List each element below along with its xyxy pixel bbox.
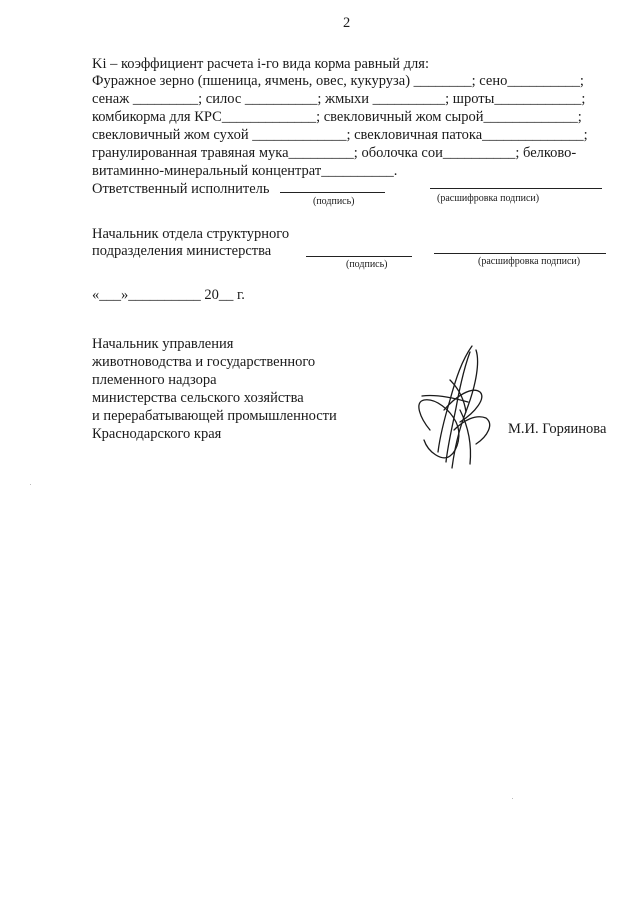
responsible-signature-caption: (подпись): [313, 196, 355, 207]
head-title-line-4: министерства сельского хозяйства: [92, 390, 304, 406]
coef-line-1: Ki – коэффициент расчета i-го вида корма равный для:: [92, 56, 429, 72]
head-title-line-2: животноводства и государственного: [92, 354, 316, 370]
dept-head-line-2: подразделения министерства: [92, 243, 272, 259]
head-name: М.И. Горяинова: [508, 421, 607, 437]
head-title-line-1: Начальник управления: [92, 336, 234, 352]
dept-head-signature-line: [306, 256, 412, 257]
head-title-line-6: Краснодарского края: [92, 426, 222, 442]
responsible-signature-line: [280, 192, 385, 193]
dept-head-signature-caption: (подпись): [346, 259, 388, 270]
dept-head-decode-caption: (расшифровка подписи): [478, 256, 581, 267]
coef-line-7: витаминно-минеральный концентрат__________.: [92, 163, 398, 179]
coef-line-4: комбикорма для КРС_____________; свекловичный жом сырой_____________;: [92, 109, 582, 125]
scan-speck: [30, 484, 31, 485]
dept-head-line-1: Начальник отдела структурного: [92, 226, 290, 242]
handwritten-signature-icon: [410, 340, 500, 475]
head-title-line-3: племенного надзора: [92, 372, 217, 388]
coef-line-5: свекловичный жом сухой _____________; свекловичная патока______________;: [92, 127, 588, 143]
head-title-line-5: и перерабатывающей промышленности: [92, 408, 337, 424]
responsible-label: Ответственный исполнитель: [92, 181, 270, 197]
coef-line-2: Фуражное зерно (пшеница, ячмень, овес, кукуруза) ________; сено__________;: [92, 73, 584, 89]
coef-line-3: сенаж _________; силос __________; жмыхи __________; шроты____________;: [92, 91, 586, 107]
responsible-decode-caption: (расшифровка подписи): [437, 193, 540, 204]
dept-head-decode-line: [434, 253, 606, 254]
coef-line-6: гранулированная травяная мука_________; оболочка сои__________; белково-: [92, 145, 577, 161]
page-number: 2: [343, 15, 351, 31]
scan-speck: [512, 798, 513, 799]
responsible-decode-line: [430, 188, 602, 189]
date-line: «___»__________ 20__ г.: [92, 287, 245, 303]
